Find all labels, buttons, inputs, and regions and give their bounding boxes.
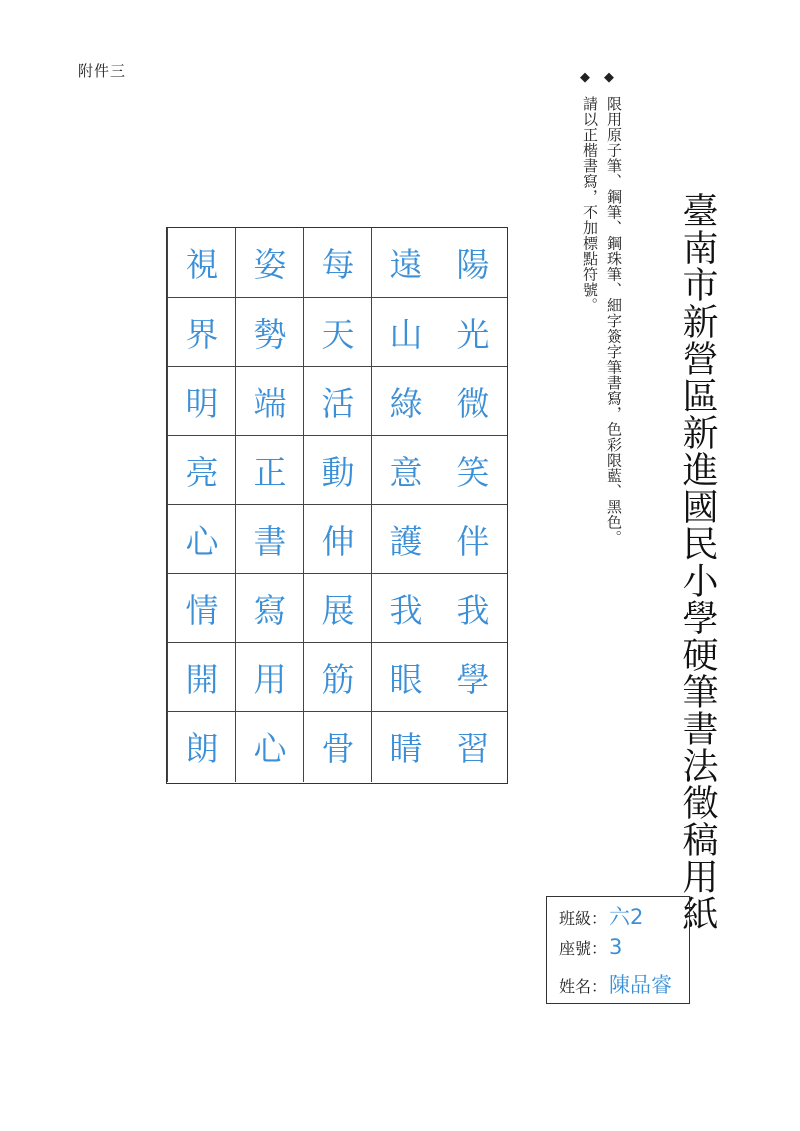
grid-cell: 我: [439, 573, 507, 642]
grid-cell: 遠: [389, 245, 423, 284]
grid-cell: 伴: [439, 504, 507, 573]
name-label: 姓名：: [559, 977, 608, 996]
grid-cell: 陽: [456, 245, 490, 284]
writing-grid: [166, 227, 508, 784]
grid-cell: 動: [304, 435, 372, 504]
name-row: [559, 969, 672, 999]
grid-cell: 情: [168, 573, 236, 642]
grid-cell: 綠: [372, 366, 440, 435]
grid-column: [235, 228, 304, 782]
grid-cell: 笑: [439, 435, 507, 504]
grid-cell: 正: [236, 435, 304, 504]
grid-column: [371, 228, 440, 782]
attachment-label: 附件三: [78, 62, 127, 80]
grid-cell: 亮: [168, 435, 236, 504]
grid-cell: 山: [372, 297, 440, 366]
grid-cell: 護: [372, 504, 440, 573]
grid-cell: 開: [168, 642, 236, 711]
grid-cell: 學: [439, 642, 507, 711]
grid-cell: 睛: [372, 711, 440, 780]
grid-cell: 骨: [304, 711, 372, 780]
grid-cell: 意: [372, 435, 440, 504]
seat-label: 座號：: [559, 939, 608, 958]
grid-cell: 勢: [236, 297, 304, 366]
grid-column: [167, 228, 236, 782]
grid-cell: 界: [168, 297, 236, 366]
grid-cell: 寫: [236, 573, 304, 642]
grid-cell: 用: [236, 642, 304, 711]
class-label: 班級：: [559, 909, 608, 928]
grid-cell: 微: [439, 366, 507, 435]
page-title: 臺南市新營區新進國民小學硬筆書法徵稿用紙: [677, 192, 718, 932]
grid-cell: 光: [439, 297, 507, 366]
grid-cell: 展: [304, 573, 372, 642]
grid-cell: 習: [439, 711, 507, 780]
grid-cell: 明: [168, 366, 236, 435]
grid-cell: 活: [304, 366, 372, 435]
seat-row: [559, 935, 622, 959]
grid-cell: 心: [168, 504, 236, 573]
name-value: 陳品睿: [609, 973, 673, 997]
grid-cell: 伸: [304, 504, 372, 573]
class-row: [559, 901, 643, 931]
grid-cell: 筋: [304, 642, 372, 711]
grid-cell: 天: [304, 297, 372, 366]
grid-cell: 心: [236, 711, 304, 780]
grid-cell: 書: [236, 504, 304, 573]
rule-text: 請以正楷書寫，不加標點符號。: [581, 96, 599, 313]
grid-cell: 每: [321, 245, 355, 284]
bullet-icon: ◆: [604, 70, 614, 85]
grid-cell: 我: [372, 573, 440, 642]
grid-cell: 端: [236, 366, 304, 435]
grid-column: [439, 228, 507, 782]
seat-value: 3: [609, 935, 623, 959]
grid-column: [303, 228, 372, 782]
grid-cell: 視: [185, 245, 219, 284]
class-value: 六2: [609, 905, 644, 929]
bullet-icon: ◆: [580, 70, 590, 85]
rule-text: 限用原子筆、鋼筆、鋼珠筆、細字簽字筆書寫，色彩限藍、黑色。: [605, 96, 623, 546]
grid-cell: 姿: [253, 245, 287, 284]
grid-cell: 朗: [168, 711, 236, 780]
grid-cell: 眼: [372, 642, 440, 711]
student-info-box: [546, 896, 690, 1004]
